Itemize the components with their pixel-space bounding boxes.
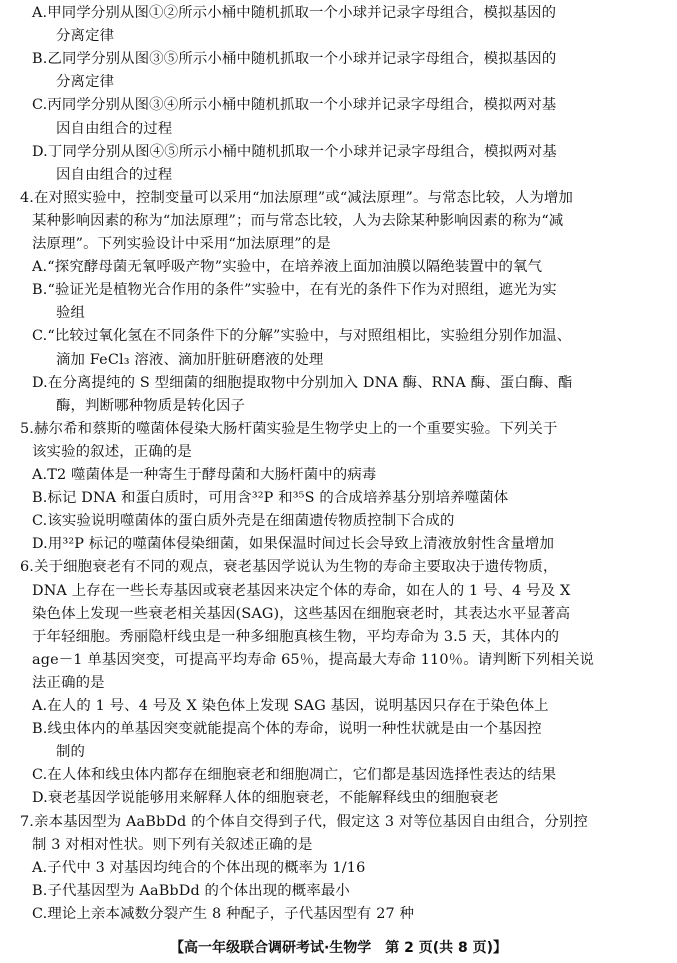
text-line: A.子代中 3 对基因均纯合的个体出现的概率为 1/16: [32, 859, 366, 876]
text-line: 制的: [56, 744, 86, 761]
text-line: B.“验证光是植物光合作用的条件”实验中，在有光的条件下作为对照组，遮光为实: [32, 282, 557, 299]
text-line: C.理论上亲本减数分裂产生 8 种配子，子代基因型有 27 种: [32, 905, 415, 922]
text-line: D.衰老基因学说能够用来解释人体的细胞衰老，不能解释线虫的细胞衰老: [32, 790, 499, 807]
text-line: 6.关于细胞衰老有不同的观点，衰老基因学说认为生物的寿命主要取决于遗传物质，: [20, 559, 558, 576]
text-line: 分离定律: [56, 28, 115, 45]
text-line: 法正确的是: [32, 674, 105, 691]
text-line: age－1 单基因突变，可提高平均寿命 65％，提高最大寿命 110％。请判断下列相关说: [32, 651, 595, 668]
text-line: 4.在对照实验中，控制变量可以采用“加法原理”或“减法原理”。与常态比较，人为增加: [20, 189, 573, 206]
text-line: 于年轻细胞。秀丽隐杆线虫是一种多细胞真核生物，平均寿命为 3.5 天，其体内的: [32, 628, 560, 645]
text-line: 染色体上发现一些衰老相关基因(SAG)，这些基因在细胞衰老时，其表达水平显著高: [32, 605, 571, 622]
text-line: 法原理”。下列实验设计中采用“加法原理”的是: [32, 236, 331, 252]
text-line: B.标记 DNA 和蛋白质时，可用含³²P 和³⁵S 的合成培养基分别培养噬菌体: [32, 490, 509, 507]
text-line: D.丁同学分别从图④⑤所示小桶中随机抓取一个小球并记录字母组合，模拟两对基: [32, 143, 557, 160]
text-line: C.丙同学分别从图③④所示小桶中随机抓取一个小球并记录字母组合，模拟两对基: [32, 97, 557, 114]
text-line: 某种影响因素的称为“加法原理”；而与常态比较，人为去除某种影响因素的称为“减: [32, 212, 564, 229]
text-line: C.在人体和线虫体内都存在细胞衰老和细胞凋亡，它们都是基因选择性表达的结果: [32, 767, 557, 784]
text-line: 因自由组合的过程: [56, 166, 173, 183]
text-line: C.该实验说明噬菌体的蛋白质外壳是在细菌遗传物质控制下合成的: [32, 513, 455, 530]
text-line: D.用³²P 标记的噬菌体侵染细菌，如果保温时间过长会导致上清液放射性含量增加: [32, 536, 555, 553]
text-line: A.“探究酵母菌无氧呼吸产物”实验中，在培养液上面加油膜以隔绝装置中的氧气: [32, 259, 543, 276]
text-line: 该实验的叙述，正确的是: [32, 443, 192, 460]
text-line: A.甲同学分别从图①②所示小桶中随机抓取一个小球并记录字母组合，模拟基因的: [32, 5, 557, 21]
text-line: 分离定律: [56, 74, 115, 91]
text-line: B.子代基因型为 AaBbDd 的个体出现的概率最小: [32, 882, 350, 899]
text-line: DNA 上存在一些长寿基因或衰老基因来决定个体的寿命，如在人的 1 号、4 号及 X: [32, 582, 571, 599]
text-line: 酶，判断哪种物质是转化因子: [56, 397, 246, 414]
text-line: 5.赫尔希和蔡斯的噬菌体侵染大肠杆菌实验是生物学史上的一个重要实验。下列关于: [20, 420, 558, 437]
text-line: 滴加 FeCl₃ 溶液、滴加肝脏研磨液的处理: [56, 351, 324, 368]
text-line: 验组: [56, 305, 86, 322]
page-footer: 【高一年级联合调研考试·生物学 第 2 页(共 8 页)】: [169, 940, 508, 956]
text-line: D.在分离提纯的 S 型细菌的细胞提取物中分别加入 DNA 酶、RNA 酶、蛋白酶、酯: [32, 374, 573, 391]
text-line: B.乙同学分别从图③⑤所示小桶中随机抓取一个小球并记录字母组合，模拟基因的: [32, 51, 557, 68]
text-line: 制 3 对相对性状。则下列有关叙述正确的是: [32, 836, 313, 853]
text-line: B.线虫体内的单基因突变就能提高个体的寿命，说明一种性状就是由一个基因控: [32, 721, 542, 738]
text-line: 7.亲本基因型为 AaBbDd 的个体自交得到子代，假定这 3 对等位基因自由组合，分别控: [20, 813, 588, 830]
text-line: A.在人的 1 号、4 号及 X 染色体上发现 SAG 基因，说明基因只存在于染色体上: [32, 698, 549, 714]
text-line: A.T2 噬菌体是一种寄生于酵母菌和大肠杆菌中的病毒: [32, 467, 377, 483]
text-line: 因自由组合的过程: [56, 120, 173, 137]
text-line: C.“比较过氧化氢在不同条件下的分解”实验中，与对照组相比，实验组分别作加温、: [32, 328, 572, 345]
